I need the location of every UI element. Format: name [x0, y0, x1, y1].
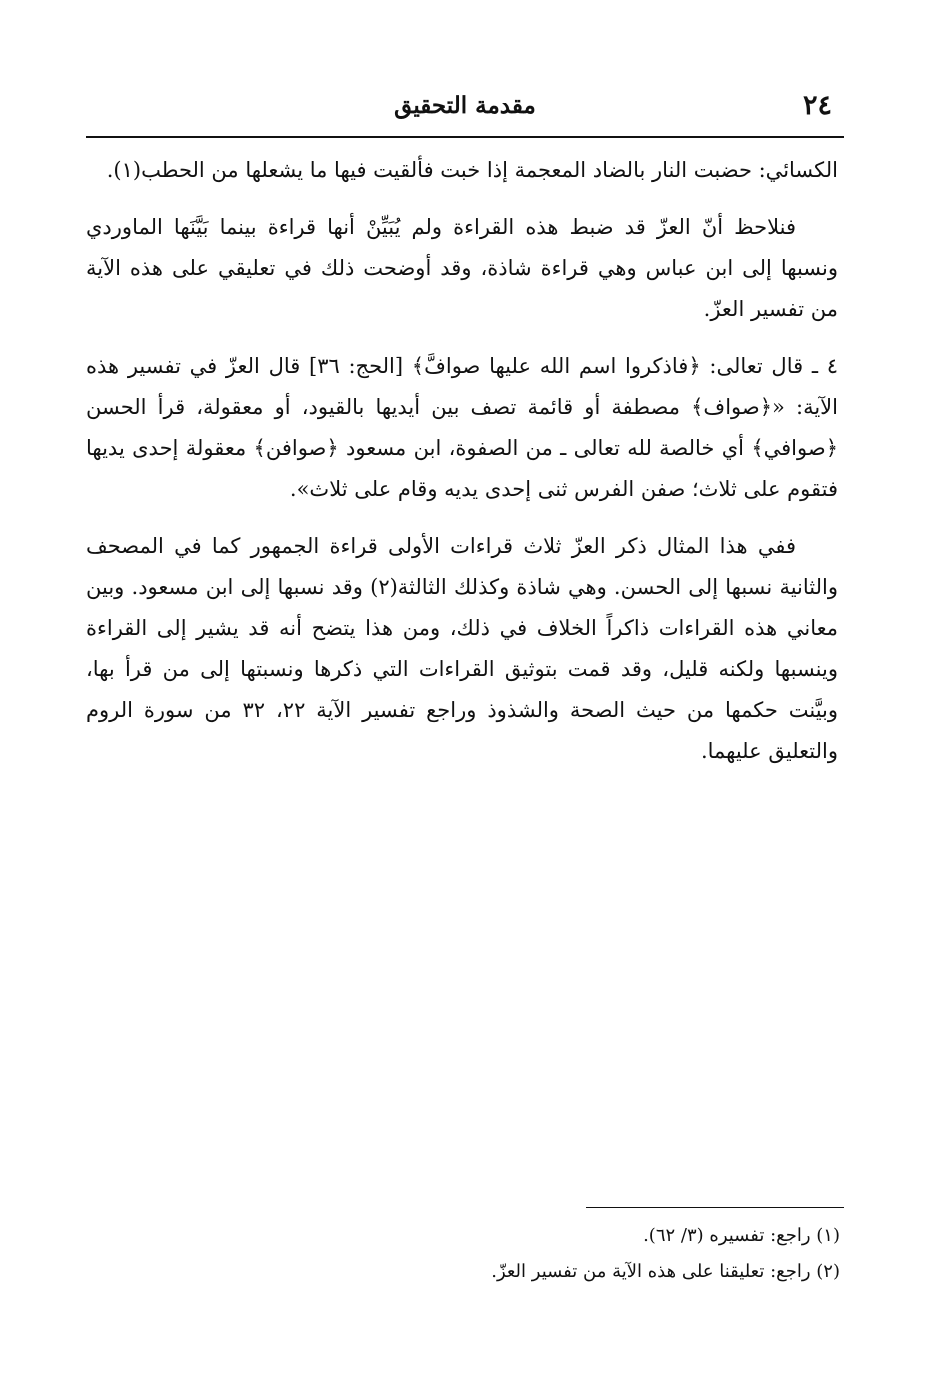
paragraph-4: ففي هذا المثال ذكر العزّ ثلاث قراءات الأولى قراءة الجمهور كما في المصحف والثانية نسبها إلى الحسن. وهي شاذة وكذلك الثالثة(٢) وقد نسبها إلى ابن مسعود. وبين معاني هذه القراءات ذاكراً الخلاف في ذلك، ومن هذا يتضح أنه قد يشير إلى القراءة وينسبها ولكنه قليل، وقد قمت بتوثيق القراءات التي ذكرها ونسبتها إلى من قرأ بها، وبيَّنت حكمها من حيث الصحة والشذوذ وراجع تفسير الآية ٢٢، ٣٢ من سورة الروم والتعليق عليهما. — [86, 534, 839, 763]
page-number: ٢٤ — [802, 90, 832, 121]
footnote-1: (١) راجع: تفسيره (٣/ ٦٢). — [643, 1225, 840, 1246]
footnotes — [300, 1218, 840, 1290]
page-header — [86, 88, 844, 132]
paragraph-3: ٤ ـ قال تعالى: ﴿فاذكروا اسم الله عليها صوافَّ﴾ [الحج: ٣٦] قال العزّ في تفسير هذه الآية: «﴿صواف﴾ مصطفة أو قائمة تصف بين أيديها بالقيود، أو معقولة، قرأ الحسن ﴿صوافي﴾ أي خالصة لله تعالى ـ من الصفوة، ابن مسعود ﴿صوافن﴾ معقولة إحدى يديها فتقوم على ثلاث؛ صفن الفرس ثنى إحدى يديه وقام على ثلاث». — [86, 354, 838, 501]
paragraph-2: فنلاحظ أنّ العزّ قد ضبط هذه القراءة ولم يُبَيِّنْ أنها قراءة بينما بَيَّنَها الماوردي ونسبها إلى ابن عباس وهي قراءة شاذة، وقد أوضحت ذلك في تعليقي على هذه الآية من تفسير العزّ. — [86, 215, 838, 321]
main-text — [86, 150, 838, 772]
footnote-2: (٢) راجع: تعليقنا على هذه الآية من تفسير العزّ. — [491, 1261, 840, 1282]
header-rule — [86, 136, 844, 138]
footnote-rule — [586, 1207, 844, 1208]
running-title: مقدمة التحقيق — [394, 92, 536, 119]
paragraph-1: الكسائي: حضبت النار بالضاد المعجمة إذا خبت فألقيت فيها ما يشعلها من الحطب(١). — [106, 158, 838, 182]
